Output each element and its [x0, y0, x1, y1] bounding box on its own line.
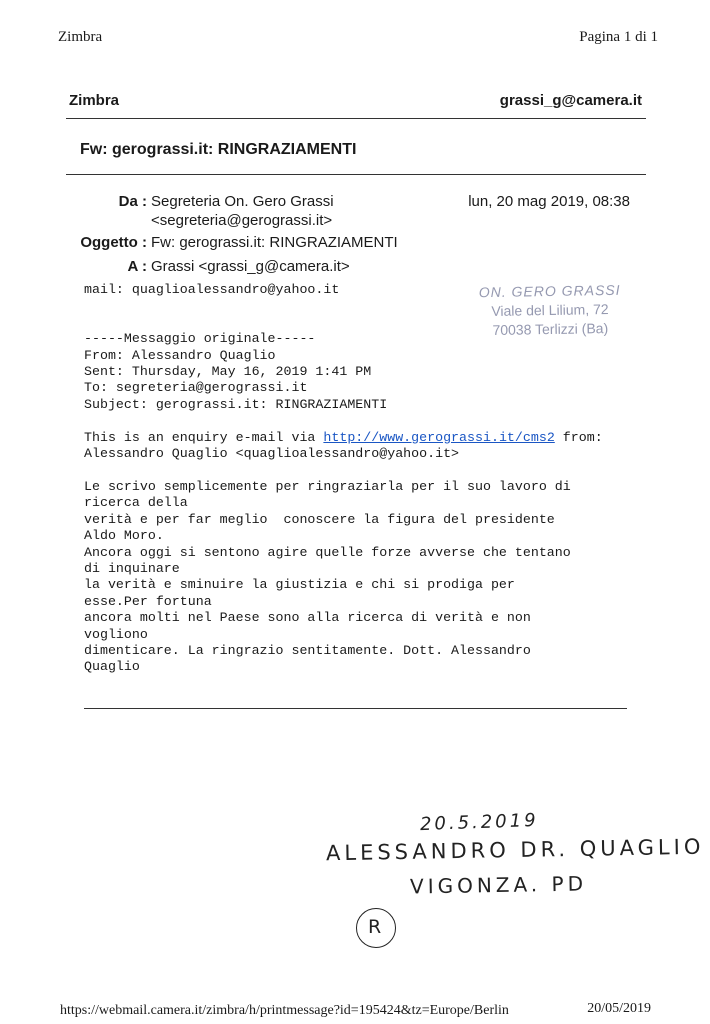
browser-title: Zimbra [58, 29, 103, 45]
office-stamp [470, 281, 631, 341]
body-divider [84, 708, 627, 709]
header-divider [66, 118, 646, 119]
footer-url: https://webmail.camera.it/zimbra/h/printmessage?id=195424&tz=Europe/Berlin [60, 1003, 509, 1018]
circled-letter: R [368, 916, 382, 938]
subject-label: Oggetto : [80, 234, 147, 251]
message-date: lun, 20 mag 2019, 08:38 [468, 193, 630, 210]
body-text-before-link: mail: quaglioalessandro@yahoo.it -----Messaggio originale----- From: Alessandro Quaglio Sent: Thursday, May 16, 2019 1:41 PM To: segreteria@gerograssi.it Subject: gerograssi.it: RINGRAZIAMENTI This is an enquiry e-mail via [84, 282, 388, 445]
stamp-line-2: Viale del Lilium, 72 [491, 300, 609, 320]
to-value: Grassi <grassi_g@camera.it> [151, 258, 350, 275]
page-counter: Pagina 1 di 1 [579, 29, 658, 45]
to-label: A : [127, 258, 147, 275]
subject-divider [66, 174, 646, 175]
handwritten-city: VIGONZA. PD [409, 871, 588, 899]
message-subject-title: Fw: gerograssi.it: RINGRAZIAMENTI [80, 141, 357, 158]
stamp-line-3: 70038 Terlizzi (Ba) [492, 319, 609, 339]
from-address: <segreteria@gerograssi.it> [151, 212, 333, 229]
handwritten-date: 20.5.2019 [419, 809, 539, 836]
body-text-after-link: from: Alessandro Quaglio <quaglioalessandro@yahoo.it> Le scrivo semplicemente per ringraziarla per il suo lavoro di ricerca della verità e per far meglio conoscere la figura del presidente Aldo Moro. Ancora oggi si sentono agire quelle forze avverse che tentano di inquinare la verità e sminuire la giustizia e chi si prodiga per esse.Per fortuna ancora molti nel Paese sono alla ricerca di verità e non vogliono dimenticare. La ringrazio sentitamente. Dott. Alessandro Quaglio [84, 429, 603, 675]
handwritten-name: ALESSANDRO DR. QUAGLIO [325, 834, 705, 866]
stamp-line-1: ON. GERO GRASSI [478, 281, 621, 301]
from-name: Segreteria On. Gero Grassi [151, 193, 334, 210]
account-email: grassi_g@camera.it [499, 92, 642, 109]
handwritten-circled-mark [356, 908, 396, 948]
message-body [84, 282, 644, 676]
app-name: Zimbra [69, 92, 120, 109]
subject-value: Fw: gerograssi.it: RINGRAZIAMENTI [151, 234, 398, 251]
from-label: Da : [118, 193, 147, 210]
body-link[interactable]: http://www.gerograssi.it/cms2 [323, 429, 555, 445]
footer-date: 20/05/2019 [587, 1001, 651, 1016]
